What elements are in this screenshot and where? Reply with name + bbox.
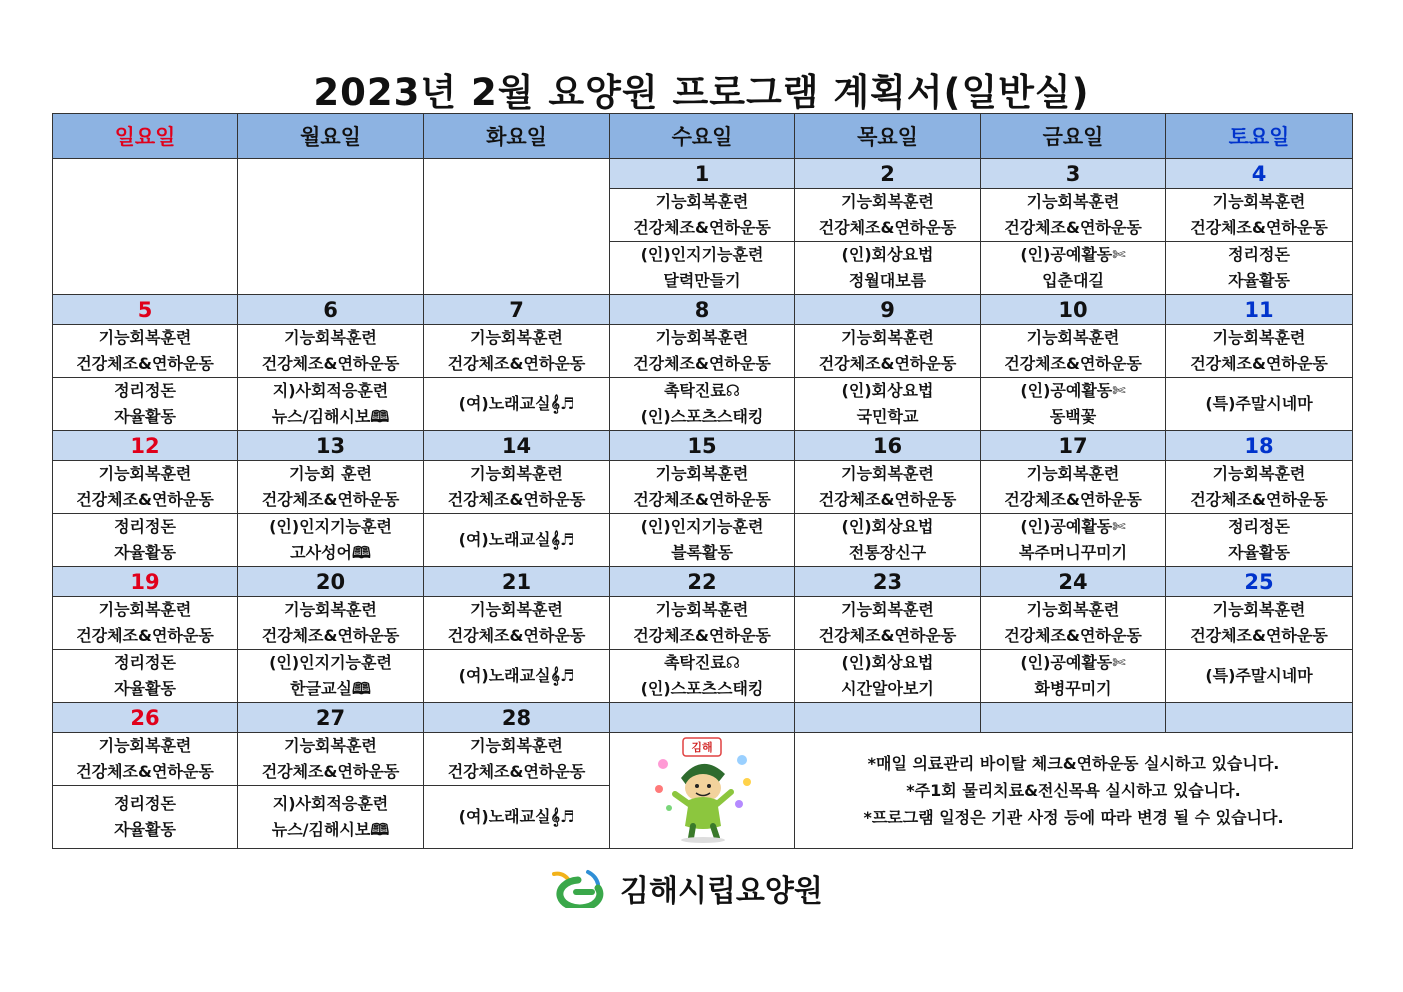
afternoon-activity — [424, 786, 610, 849]
header-friday: 금요일 — [981, 114, 1166, 159]
activity-line: 기능회복훈련 — [1212, 600, 1306, 619]
activity-line: 화병꾸미기 — [1034, 679, 1112, 698]
afternoon-activity — [1166, 514, 1353, 567]
empty-date — [795, 703, 981, 733]
activity-line: (인)회상요법 — [841, 381, 934, 400]
morning-activity — [53, 733, 238, 786]
afternoon-activity — [981, 650, 1166, 703]
activity-line: 기능회 훈련 — [289, 464, 372, 483]
morning-activity — [981, 189, 1166, 242]
activity-line: 기능회복훈련 — [284, 328, 377, 347]
activity-line: 기능회복훈련 — [470, 736, 563, 755]
empty-cell — [238, 159, 424, 295]
date-number: 27 — [238, 703, 424, 733]
activity-line: 기능회복훈련 — [98, 328, 192, 347]
afternoon-activity — [610, 514, 795, 567]
notes-box — [795, 733, 1353, 849]
activity-line: (인)공예활동✄ — [1020, 517, 1126, 536]
activity-line: 건강체조&연하운동 — [261, 762, 400, 781]
activity-line: 기능회복훈련 — [655, 192, 749, 211]
activity-line: (인)회상요법 — [841, 653, 934, 672]
activity-line: 정리정돈 — [114, 517, 176, 536]
morning-activity-row — [53, 325, 1353, 378]
activity-line: 건강체조&연하운동 — [818, 218, 957, 237]
header-thursday: 목요일 — [795, 114, 981, 159]
afternoon-activity-row — [53, 514, 1353, 567]
afternoon-activity — [610, 378, 795, 431]
org-name: 김해시립요양원 — [620, 874, 823, 909]
activity-line: 정리정돈 — [1228, 517, 1290, 536]
activity-line: 기능회복훈련 — [1026, 192, 1120, 211]
activity-line: 기능회복훈련 — [1212, 328, 1306, 347]
morning-activity — [424, 733, 610, 786]
empty-date — [981, 703, 1166, 733]
activity-line: 건강체조&연하운동 — [1190, 218, 1328, 237]
activity-line: 건강체조&연하운동 — [633, 490, 771, 509]
header-tuesday: 화요일 — [424, 114, 610, 159]
program-calendar — [52, 113, 1353, 849]
activity-line: 건강체조&연하운동 — [1190, 626, 1328, 645]
empty-cell — [53, 159, 238, 295]
morning-activity — [610, 597, 795, 650]
date-number: 24 — [981, 567, 1166, 597]
activity-line: 촉탁진료☊ — [663, 381, 741, 400]
activity-line: 기능회복훈련 — [655, 600, 749, 619]
morning-activity — [424, 325, 610, 378]
morning-activity — [795, 597, 981, 650]
activity-line: 자율활동 — [1228, 543, 1290, 562]
activity-line: (여)노래교실𝄞♬ — [458, 394, 575, 413]
activity-line: 건강체조&연하운동 — [1190, 490, 1328, 509]
activity-line: 뉴스/김해시보🕮 — [271, 407, 390, 426]
mascot-sign-text: 김해 — [691, 740, 713, 754]
activity-line: 기능회복훈련 — [98, 736, 192, 755]
activity-line: 건강체조&연하운동 — [76, 762, 214, 781]
activity-line: 정리정돈 — [114, 653, 176, 672]
morning-activity — [795, 189, 981, 242]
afternoon-activity — [238, 786, 424, 849]
date-row — [53, 159, 1353, 189]
activity-line: (인)인지기능훈련 — [269, 653, 392, 672]
date-row — [53, 295, 1353, 325]
date-row — [53, 431, 1353, 461]
morning-activity — [1166, 461, 1353, 514]
date-number: 17 — [981, 431, 1166, 461]
activity-line: 입춘대길 — [1042, 271, 1104, 290]
activity-line: (인)공예활동✄ — [1020, 381, 1126, 400]
activity-line: 기능회복훈련 — [284, 600, 377, 619]
afternoon-activity — [795, 514, 981, 567]
morning-activity — [1166, 325, 1353, 378]
footer-logo-block — [548, 866, 823, 910]
note-line: *프로그램 일정은 기관 사정 등에 따라 변경 될 수 있습니다. — [863, 808, 1284, 827]
date-row — [53, 703, 1353, 733]
activity-line: 복주머니꾸미기 — [1018, 543, 1128, 562]
afternoon-activity — [795, 242, 981, 295]
afternoon-activity — [1166, 650, 1353, 703]
activity-line: 시간알아보기 — [841, 679, 934, 698]
afternoon-activity — [424, 378, 610, 431]
activity-line: 촉탁진료☊ — [663, 653, 741, 672]
morning-activity-row — [53, 597, 1353, 650]
morning-activity — [1166, 597, 1353, 650]
activity-line: (인)공예활동✄ — [1020, 653, 1126, 672]
afternoon-activity — [424, 650, 610, 703]
activity-line: 달력만들기 — [663, 271, 741, 290]
note-line: *매일 의료관리 바이탈 체크&연하운동 실시하고 있습니다. — [867, 754, 1280, 773]
activity-line: 정리정돈 — [1228, 245, 1290, 264]
morning-activity — [1166, 189, 1353, 242]
date-number: 13 — [238, 431, 424, 461]
activity-line: 건강체조&연하운동 — [818, 490, 957, 509]
activity-line: 기능회복훈련 — [1212, 464, 1306, 483]
afternoon-activity — [53, 650, 238, 703]
afternoon-activity — [53, 378, 238, 431]
date-number: 11 — [1166, 295, 1353, 325]
activity-line: (인)회상요법 — [841, 517, 934, 536]
activity-line: 기능회복훈련 — [1026, 328, 1120, 347]
afternoon-activity — [795, 650, 981, 703]
date-number: 15 — [610, 431, 795, 461]
activity-line: 건강체조&연하운동 — [633, 354, 771, 373]
activity-line: (여)노래교실𝄞♬ — [458, 530, 575, 549]
afternoon-activity-row — [53, 378, 1353, 431]
afternoon-activity — [1166, 242, 1353, 295]
afternoon-activity — [53, 514, 238, 567]
empty-date — [1166, 703, 1353, 733]
gimhae-logo-icon — [548, 868, 612, 908]
activity-line: 건강체조&연하운동 — [1004, 626, 1142, 645]
activity-line: 건강체조&연하운동 — [633, 626, 771, 645]
morning-activity — [53, 597, 238, 650]
date-number: 22 — [610, 567, 795, 597]
morning-activity — [981, 461, 1166, 514]
activity-line: 기능회복훈련 — [98, 600, 192, 619]
activity-line: 건강체조&연하운동 — [76, 354, 214, 373]
activity-line: 지)사회적응훈련 — [272, 794, 389, 813]
date-number: 26 — [53, 703, 238, 733]
morning-activity — [610, 189, 795, 242]
header-wednesday: 수요일 — [610, 114, 795, 159]
activity-line: (인)인지기능훈련 — [640, 517, 764, 536]
activity-line: 기능회복훈련 — [841, 464, 934, 483]
date-number: 6 — [238, 295, 424, 325]
afternoon-activity — [238, 378, 424, 431]
morning-activity — [238, 733, 424, 786]
activity-line: (여)노래교실𝄞♬ — [458, 666, 575, 685]
activity-line: 기능회복훈련 — [1026, 600, 1120, 619]
activity-line: 기능회복훈련 — [284, 736, 377, 755]
morning-activity — [238, 461, 424, 514]
page-title: 2023년 2월 요양원 프로그램 계획서(일반실) — [313, 71, 1090, 114]
empty-date — [610, 703, 795, 733]
morning-activity — [981, 325, 1166, 378]
activity-line: 건강체조&연하운동 — [261, 626, 400, 645]
activity-line: 건강체조&연하운동 — [1004, 218, 1142, 237]
afternoon-activity — [981, 242, 1166, 295]
date-number: 7 — [424, 295, 610, 325]
activity-line: 정리정돈 — [114, 794, 176, 813]
activity-line: 건강체조&연하운동 — [1004, 490, 1142, 509]
activity-line: (인)스포츠스태킹 — [640, 679, 764, 698]
date-number: 4 — [1166, 159, 1353, 189]
activity-line: (인)스포츠스태킹 — [640, 407, 764, 426]
activity-line: (인)회상요법 — [841, 245, 934, 264]
date-number: 23 — [795, 567, 981, 597]
activity-line: 건강체조&연하운동 — [76, 490, 214, 509]
activity-line: 기능회복훈련 — [655, 464, 749, 483]
activity-line: 정월대보름 — [848, 271, 927, 290]
date-number: 9 — [795, 295, 981, 325]
activity-line: 건강체조&연하운동 — [261, 354, 400, 373]
activity-line: 기능회복훈련 — [470, 600, 563, 619]
activity-line: 건강체조&연하운동 — [818, 354, 957, 373]
date-number: 3 — [981, 159, 1166, 189]
morning-activity — [610, 461, 795, 514]
activity-line: 건강체조&연하운동 — [76, 626, 214, 645]
activity-line: (인)공예활동✄ — [1020, 245, 1126, 264]
afternoon-activity — [981, 378, 1166, 431]
activity-line: 기능회복훈련 — [470, 328, 563, 347]
activity-line: 건강체조&연하운동 — [633, 218, 771, 237]
activity-line: 기능회복훈련 — [1026, 464, 1120, 483]
afternoon-activity — [238, 650, 424, 703]
activity-line: 자율활동 — [114, 543, 176, 562]
note-line: *주1회 물리치료&전신목욕 실시하고 있습니다. — [906, 781, 1241, 800]
activity-line: 자율활동 — [1228, 271, 1290, 290]
activity-line: 고사성어🕮 — [290, 543, 371, 562]
activity-line: 건강체조&연하운동 — [1190, 354, 1328, 373]
date-number: 14 — [424, 431, 610, 461]
afternoon-activity-row — [53, 650, 1353, 703]
mascot-illustration — [647, 734, 757, 844]
activity-line: 기능회복훈련 — [1212, 192, 1306, 211]
morning-activity-row — [53, 461, 1353, 514]
activity-line: 국민학교 — [856, 407, 919, 426]
header-monday: 월요일 — [238, 114, 424, 159]
morning-activity — [424, 461, 610, 514]
activity-line: 건강체조&연하운동 — [261, 490, 400, 509]
activity-line: 자율활동 — [114, 820, 176, 839]
mascot-cell — [610, 733, 795, 849]
afternoon-activity — [53, 786, 238, 849]
morning-activity — [53, 461, 238, 514]
morning-activity — [981, 597, 1166, 650]
activity-line: 블록활동 — [671, 543, 733, 562]
activity-line: 뉴스/김해시보🕮 — [271, 820, 390, 839]
empty-cell — [424, 159, 610, 295]
activity-line: 자율활동 — [114, 679, 176, 698]
morning-activity — [53, 325, 238, 378]
morning-activity — [610, 325, 795, 378]
activity-line: 건강체조&연하운동 — [447, 626, 586, 645]
activity-line: (인)인지기능훈련 — [269, 517, 392, 536]
activity-line: 한글교실🕮 — [290, 679, 371, 698]
afternoon-activity — [610, 242, 795, 295]
activity-line: 동백꽃 — [1049, 407, 1097, 426]
morning-activity — [424, 597, 610, 650]
date-row — [53, 567, 1353, 597]
morning-activity — [795, 325, 981, 378]
activity-line: 자율활동 — [114, 407, 176, 426]
activity-line: 건강체조&연하운동 — [447, 354, 586, 373]
afternoon-activity — [795, 378, 981, 431]
header-sunday: 일요일 — [53, 114, 238, 159]
morning-activity — [238, 597, 424, 650]
activity-line: (여)노래교실𝄞♬ — [458, 807, 575, 826]
activity-line: 기능회복훈련 — [841, 328, 934, 347]
afternoon-activity — [1166, 378, 1353, 431]
date-number: 21 — [424, 567, 610, 597]
date-number: 25 — [1166, 567, 1353, 597]
date-number: 18 — [1166, 431, 1353, 461]
morning-activity — [238, 325, 424, 378]
activity-line: 건강체조&연하운동 — [447, 762, 586, 781]
date-number: 28 — [424, 703, 610, 733]
activity-line: (인)인지기능훈련 — [640, 245, 764, 264]
activity-line: 건강체조&연하운동 — [447, 490, 586, 509]
date-number: 8 — [610, 295, 795, 325]
activity-line: 정리정돈 — [114, 381, 176, 400]
activity-line: 기능회복훈련 — [98, 464, 192, 483]
date-number: 5 — [53, 295, 238, 325]
date-number: 20 — [238, 567, 424, 597]
activity-line: 기능회복훈련 — [655, 328, 749, 347]
afternoon-activity — [610, 650, 795, 703]
date-number: 12 — [53, 431, 238, 461]
afternoon-activity — [981, 514, 1166, 567]
morning-activity — [795, 461, 981, 514]
activity-line: 기능회복훈련 — [470, 464, 563, 483]
activity-line: 기능회복훈련 — [841, 600, 934, 619]
activity-line: 기능회복훈련 — [841, 192, 934, 211]
activity-line: (특)주말시네마 — [1205, 394, 1313, 413]
activity-line: 건강체조&연하운동 — [1004, 354, 1142, 373]
activity-line: 건강체조&연하운동 — [818, 626, 957, 645]
afternoon-activity — [238, 514, 424, 567]
date-number: 19 — [53, 567, 238, 597]
morning-activity-row — [53, 733, 1353, 786]
activity-line: 전통장신구 — [848, 543, 927, 562]
date-number: 16 — [795, 431, 981, 461]
activity-line: (특)주말시네마 — [1205, 666, 1313, 685]
header-saturday: 토요일 — [1166, 114, 1353, 159]
weekday-header-row — [53, 114, 1353, 159]
activity-line: 지)사회적응훈련 — [272, 381, 389, 400]
afternoon-activity — [424, 514, 610, 567]
date-number: 10 — [981, 295, 1166, 325]
date-number: 1 — [610, 159, 795, 189]
date-number: 2 — [795, 159, 981, 189]
